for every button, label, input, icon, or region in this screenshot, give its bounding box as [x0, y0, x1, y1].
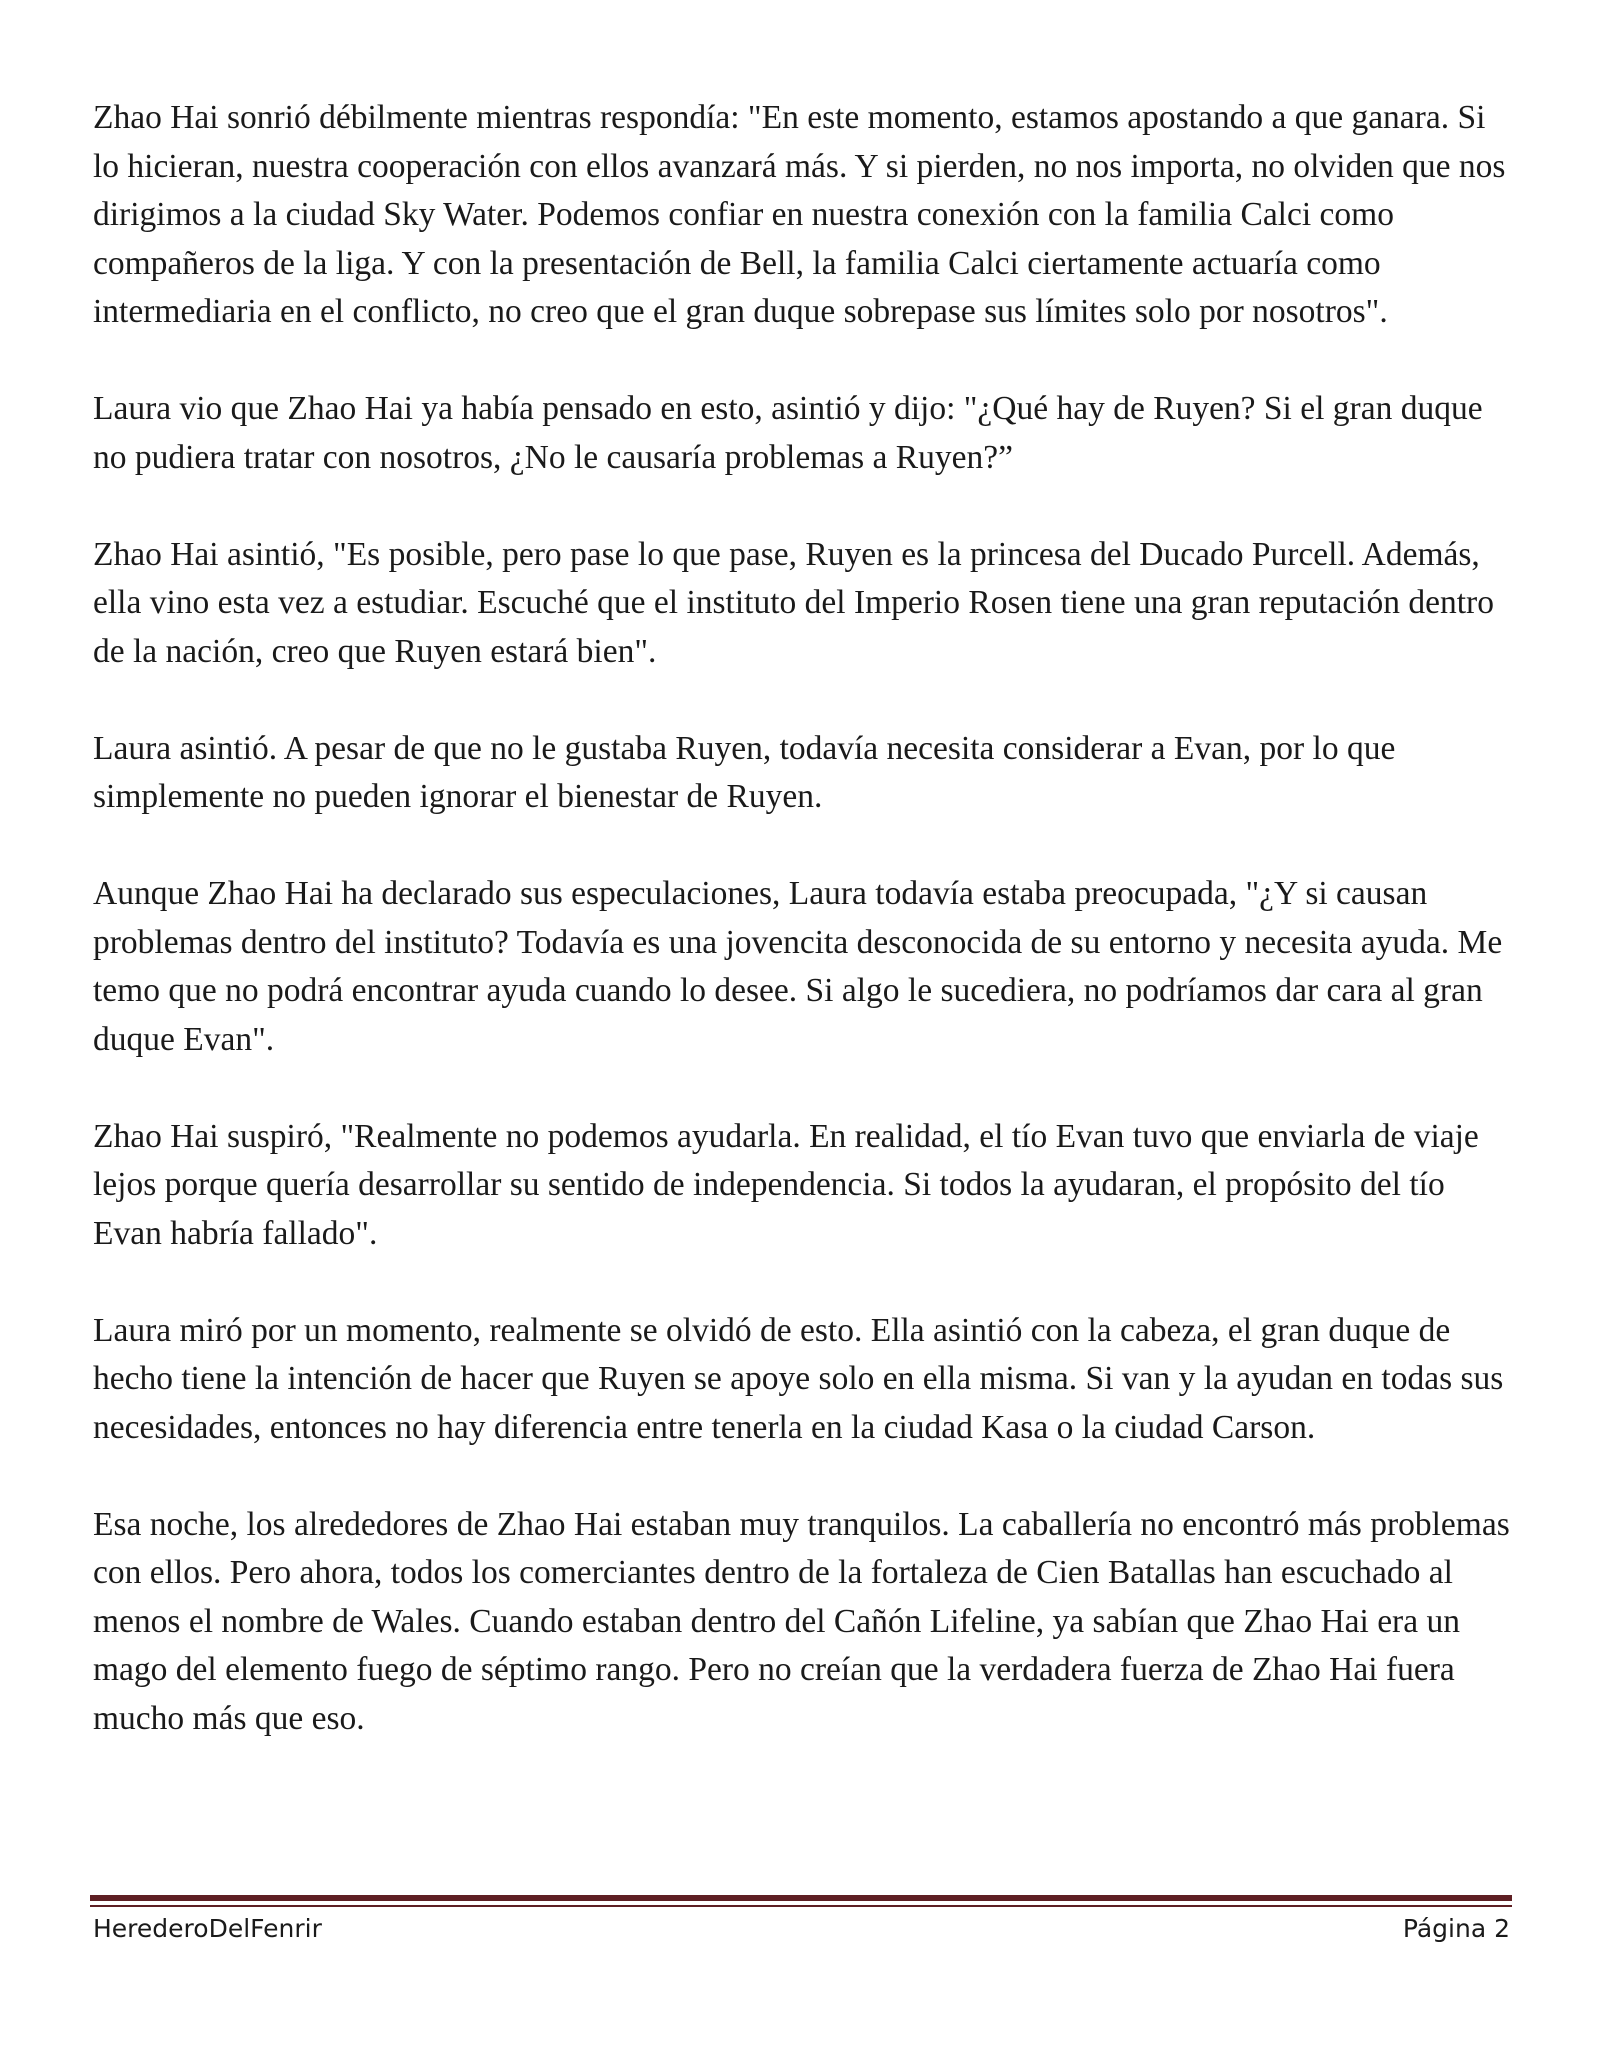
- body-text: [93, 94, 1513, 1743]
- paragraph-3: Zhao Hai asintió, "Es posible, pero pase lo que pase, Ruyen es la princesa del Ducado Purcell. Además, ella vino esta vez a estudiar. Escuché que el instituto del Imperio Rosen tiene una gran reputación dentro de la nación, creo que Ruyen estará bien".: [93, 535, 1494, 670]
- paragraph-5: Aunque Zhao Hai ha declarado sus especulaciones, Laura todavía estaba preocupada, "¿Y si causan problemas dentro del instituto? Todavía es una jovencita desconocida de su entorno y necesita ayuda. Me temo que no podrá encontrar ayuda cuando lo desee. Si algo le sucediera, no podríamos dar cara al gran duque Evan".: [93, 875, 1503, 1058]
- footer-page-number: Página 2: [1402, 1914, 1510, 1943]
- footer-divider-thick: [90, 1895, 1512, 1901]
- paragraph-2: Laura vio que Zhao Hai ya había pensado en esto, asintió y dijo: "¿Qué hay de Ruyen? Si el gran duque no pudiera tratar con nosotros, ¿No le causaría problemas a Ruyen?”: [93, 390, 1483, 476]
- paragraph-6: Zhao Hai suspiró, "Realmente no podemos ayudarla. En realidad, el tío Evan tuvo que enviarla de viaje lejos porque quería desarrollar su sentido de independencia. Si todos la ayudaran, el propósito del tío Evan habría fallado".: [93, 1117, 1479, 1252]
- paragraph-7: Laura miró por un momento, realmente se olvidó de esto. Ella asintió con la cabeza, el gran duque de hecho tiene la intención de hacer que Ruyen se apoye solo en ella misma. Si van y la ayudan en todas sus necesidades, entonces no hay diferencia entre tenerla en la ciudad Kasa o la ciudad Carson.: [93, 1311, 1504, 1446]
- paragraph-4: Laura asintió. A pesar de que no le gustaba Ruyen, todavía necesita considerar a Evan, por lo que simplemente no pueden ignorar el bienestar de Ruyen.: [93, 729, 1396, 815]
- paragraph-1: Zhao Hai sonrió débilmente mientras respondía: "En este momento, estamos apostando a que ganara. Si lo hicieran, nuestra cooperación con ellos avanzará más. Y si pierden, no nos importa, no olviden que nos dirigimos a la ciudad Sky Water. Podemos confiar en nuestra conexión con la familia Calci como compañeros de la liga. Y con la presentación de Bell, la familia Calci ciertamente actuaría como intermediaria en el conflicto, no creo que el gran duque sobrepase sus límites solo por nosotros".: [93, 99, 1506, 330]
- paragraph-8: Esa noche, los alrededores de Zhao Hai estaban muy tranquilos. La caballería no encontró más problemas con ellos. Pero ahora, todos los comerciantes dentro de la fortaleza de Cien Batallas han escuchado al menos el nombre de Wales. Cuando estaban dentro del Cañón Lifeline, ya sabían que Zhao Hai era un mago del elemento fuego de séptimo rango. Pero no creían que la verdadera fuerza de Zhao Hai fuera mucho más que eso.: [93, 1505, 1510, 1737]
- footer-author: HerederoDelFenrir: [93, 1914, 322, 1943]
- footer-divider-thin: [90, 1905, 1512, 1907]
